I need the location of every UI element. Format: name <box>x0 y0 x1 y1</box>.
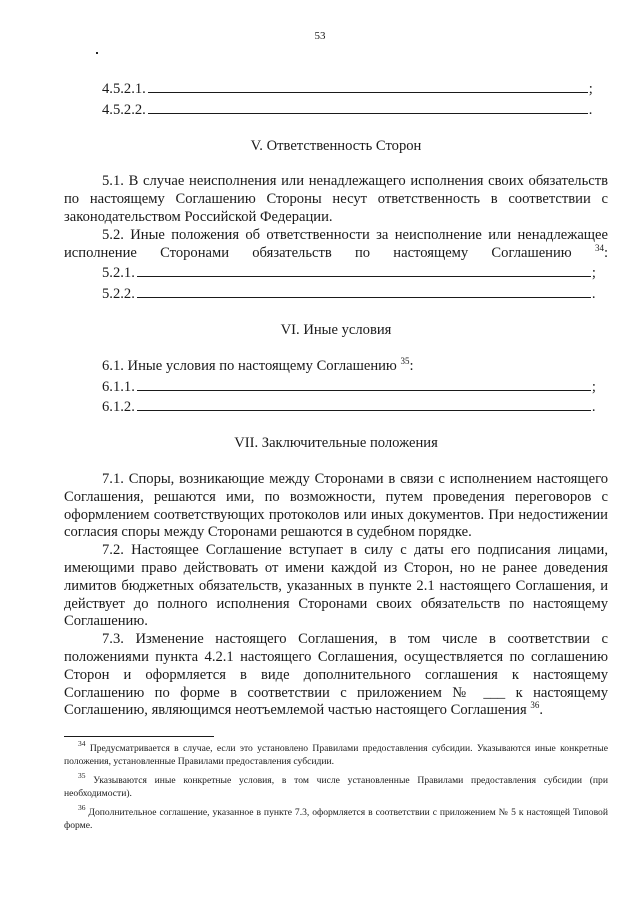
section-title-5: V. Ответственность Сторон <box>250 137 422 154</box>
footnote-number: 36 <box>78 803 86 813</box>
section-title-7: VII. Заключительные положения <box>234 435 438 452</box>
item-number: 6.1.2. <box>102 399 135 416</box>
blank-underline[interactable] <box>137 376 591 391</box>
blank-underline[interactable] <box>148 99 588 114</box>
page-number: 53 <box>314 30 326 42</box>
item-number: 4.5.2.2. <box>102 101 146 118</box>
fill-line-5-2-1: 5.2.1. ; <box>102 262 608 283</box>
fill-line-6-1-2: 6.1.2. . <box>102 396 608 417</box>
blank-underline[interactable] <box>137 283 591 298</box>
footnote-number: 35 <box>78 771 86 781</box>
fill-line-5-2-2: 5.2.2. . <box>102 283 608 304</box>
footnote-35: $^{35}$ Указываются иные конкретные условия, в том числе установленные Правилами предоставления субсидии (при необходимости). <box>64 771 608 799</box>
item-number: 6.1.1. <box>102 378 135 395</box>
item-number: 5.2.2. <box>102 286 135 303</box>
document-body <box>64 78 608 720</box>
footnote-ref[interactable]: 34 <box>594 242 604 253</box>
fill-line-6-1-1: 6.1.1. ; <box>102 376 608 397</box>
paragraph-6-1: 6.1. Иные условия по настоящему Соглашению $^{35}$: <box>102 355 414 374</box>
blank-underline[interactable] <box>148 78 588 93</box>
fill-line-4-5-2-2: 4.5.2.2. . <box>102 99 608 120</box>
footnote-number: 34 <box>78 739 86 748</box>
fill-line-4-5-2-1: 4.5.2.1. ; <box>102 78 608 99</box>
blank-underline[interactable] <box>137 262 591 277</box>
footnote-separator <box>64 736 214 737</box>
paragraph-5-2: 5.2. Иные положения об ответственности за неисполнение или ненадлежащее исполнение Сторонами обязательств по настоящему Соглашению $^{34}$: <box>64 226 609 261</box>
footnote-ref[interactable]: 35 <box>400 355 410 366</box>
paragraph-7-1: 7.1. Споры, возникающие между Сторонами в связи с исполнением настоящего Соглашения, решаются ими, по возможности, путем проведения переговоров с оформлением соответствующих протоколов или иных документов. При недостижении согласия споры между Сторонами решаются в судебном порядке. <box>64 470 608 541</box>
item-number: 4.5.2.1. <box>102 81 146 97</box>
footnote-36: $^{36}$ Дополнительное соглашение, указанное в пункте 7.3, оформляется в соответствии с приложением № 5 к настоящей Типовой форме. <box>64 803 608 831</box>
footnote-ref[interactable]: 36 <box>530 700 540 711</box>
blank-underline[interactable] <box>137 396 591 411</box>
footnote-34: $^{34}$ Предусматривается в случае, если это установлено Правилами предоставления субсидии. Указываются иные конкретные положения, установленные Правилами предоставления субсидии. <box>64 739 608 767</box>
section-title-6: VI. Иные условия <box>280 321 392 338</box>
scan-speck <box>96 52 98 54</box>
paragraph-7-3: 7.3. Изменение настоящего Соглашения, в том числе в соответствии с положениями пункта 4.2.1 настоящего Соглашения, осуществляется по соглашению Сторон и оформляется в виде дополнительного соглашения к настоящему Соглашению по форме в соответствии с приложением № ___ к настоящему Соглашению, являющимся неотъемлемой частью настоящего Соглашения $^{36}$. <box>64 631 608 719</box>
paragraph-5-1: 5.1. В случае неисполнения или ненадлежащего исполнения своих обязательств по настоящему Соглашению Стороны несут ответственность в соответствии с законодательством Российской Федерации. <box>64 173 608 225</box>
item-number: 5.2.1. <box>102 265 135 282</box>
footnotes <box>64 736 608 840</box>
paragraph-7-2: 7.2. Настоящее Соглашение вступает в силу с даты его подписания лицами, имеющими право действовать от имени каждой из Сторон, но не ранее доведения лимитов бюджетных обязательств, указанных в пункте 2.1 настоящего Соглашения, и действует до полного исполнения Сторонами своих обязательств по настоящему Соглашению. <box>64 542 608 630</box>
